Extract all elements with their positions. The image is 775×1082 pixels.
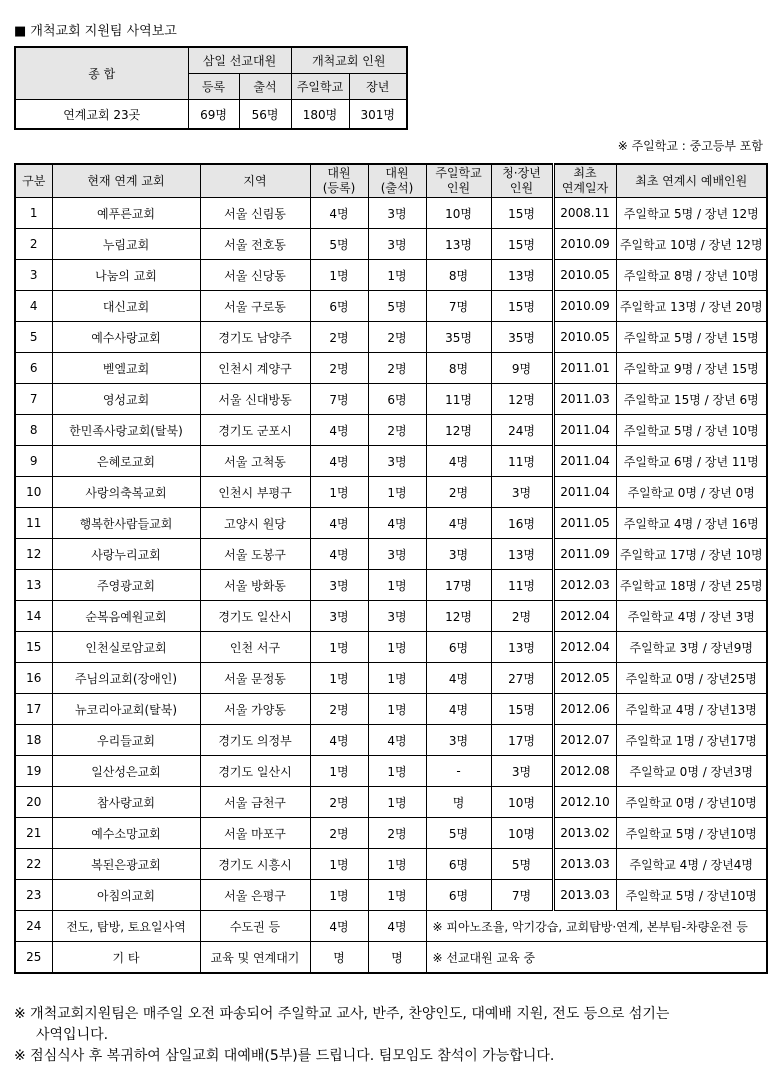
cell-date: 2011.05 bbox=[553, 508, 616, 539]
cell-reg: 4명 bbox=[310, 508, 368, 539]
cell-no: 21 bbox=[15, 818, 52, 849]
cell-att: 4명 bbox=[368, 911, 426, 942]
cell-reg: 1명 bbox=[310, 663, 368, 694]
cell-att: 1명 bbox=[368, 663, 426, 694]
cell-first: 주일학교 3명 / 장년9명 bbox=[616, 632, 767, 663]
cell-sunday: 17명 bbox=[426, 570, 491, 601]
cell-date: 2011.03 bbox=[553, 384, 616, 415]
col-header-first: 최초 연계시 예배인원 bbox=[616, 164, 767, 198]
cell-att: 1명 bbox=[368, 570, 426, 601]
cell-att: 3명 bbox=[368, 539, 426, 570]
cell-first: 주일학교 5명 / 장년10명 bbox=[616, 880, 767, 911]
cell-adult: 7명 bbox=[491, 880, 553, 911]
table-row bbox=[15, 787, 767, 818]
cell-region: 인천시 계양구 bbox=[200, 353, 310, 384]
cell-date: 2010.05 bbox=[553, 260, 616, 291]
cell-sunday: 6명 bbox=[426, 632, 491, 663]
footer-note-2: ※ 점심식사 후 복귀하여 삼일교회 대예배(5부)를 드립니다. 팀모임도 참석이 가능합니다. bbox=[14, 1048, 555, 1064]
col-header-no: 구분 bbox=[15, 164, 52, 198]
table-row bbox=[15, 756, 767, 787]
cell-date: 2012.05 bbox=[553, 663, 616, 694]
table-row bbox=[15, 508, 767, 539]
summary-adult-header: 장년 bbox=[349, 74, 407, 100]
cell-sunday: 3명 bbox=[426, 725, 491, 756]
table-row-other bbox=[15, 942, 767, 974]
cell-att: 1명 bbox=[368, 260, 426, 291]
cell-region: 경기도 남양주 bbox=[200, 322, 310, 353]
summary-row-label: 연계교회 23곳 bbox=[15, 100, 188, 130]
footer-note-1-cont: 사역입니다. bbox=[36, 1027, 109, 1043]
cell-date: 2011.04 bbox=[553, 477, 616, 508]
cell-att: 1명 bbox=[368, 880, 426, 911]
summary-mission-header: 삼일 선교대원 bbox=[188, 47, 291, 74]
cell-first: 주일학교 6명 / 장년 11명 bbox=[616, 446, 767, 477]
cell-att: 2명 bbox=[368, 322, 426, 353]
cell-reg: 4명 bbox=[310, 911, 368, 942]
cell-first: 주일학교 4명 / 장년4명 bbox=[616, 849, 767, 880]
cell-reg: 1명 bbox=[310, 477, 368, 508]
cell-date: 2012.03 bbox=[553, 570, 616, 601]
cell-region: 서울 금천구 bbox=[200, 787, 310, 818]
cell-church: 한민족사랑교회(탈북) bbox=[52, 415, 200, 446]
cell-no: 9 bbox=[15, 446, 52, 477]
cell-no: 11 bbox=[15, 508, 52, 539]
summary-reg-value: 69명 bbox=[188, 100, 239, 130]
cell-adult: 16명 bbox=[491, 508, 553, 539]
table-row bbox=[15, 322, 767, 353]
cell-reg: 1명 bbox=[310, 260, 368, 291]
table-row-special bbox=[15, 911, 767, 942]
cell-church: 우리들교회 bbox=[52, 725, 200, 756]
cell-date: 2011.04 bbox=[553, 415, 616, 446]
cell-reg: 2명 bbox=[310, 322, 368, 353]
cell-no: 2 bbox=[15, 229, 52, 260]
cell-reg: 1명 bbox=[310, 756, 368, 787]
cell-sunday: - bbox=[426, 756, 491, 787]
cell-region: 경기도 의정부 bbox=[200, 725, 310, 756]
summary-adult-value: 301명 bbox=[349, 100, 407, 130]
col-header-adult: 청·장년 인원 bbox=[491, 164, 553, 198]
cell-no: 18 bbox=[15, 725, 52, 756]
cell-adult: 15명 bbox=[491, 198, 553, 229]
cell-region: 서울 신대방동 bbox=[200, 384, 310, 415]
cell-first: 주일학교 0명 / 장년10명 bbox=[616, 787, 767, 818]
cell-first: 주일학교 8명 / 장년 10명 bbox=[616, 260, 767, 291]
cell-region: 인천시 부평구 bbox=[200, 477, 310, 508]
table-row bbox=[15, 446, 767, 477]
cell-first: 주일학교 1명 / 장년17명 bbox=[616, 725, 767, 756]
cell-sunday: 4명 bbox=[426, 446, 491, 477]
table-row bbox=[15, 229, 767, 260]
cell-reg: 2명 bbox=[310, 818, 368, 849]
cell-adult: 3명 bbox=[491, 477, 553, 508]
cell-no: 3 bbox=[15, 260, 52, 291]
cell-region: 서울 가양동 bbox=[200, 694, 310, 725]
cell-reg: 2명 bbox=[310, 787, 368, 818]
cell-sunday: 12명 bbox=[426, 415, 491, 446]
cell-date: 2012.04 bbox=[553, 601, 616, 632]
cell-church: 사랑의축복교회 bbox=[52, 477, 200, 508]
cell-adult: 13명 bbox=[491, 260, 553, 291]
cell-region: 서울 고척동 bbox=[200, 446, 310, 477]
cell-adult: 17명 bbox=[491, 725, 553, 756]
cell-sunday: 3명 bbox=[426, 539, 491, 570]
cell-att: 5명 bbox=[368, 291, 426, 322]
cell-reg: 2명 bbox=[310, 694, 368, 725]
table-row bbox=[15, 353, 767, 384]
cell-region: 서울 마포구 bbox=[200, 818, 310, 849]
table-row bbox=[15, 601, 767, 632]
cell-adult: 3명 bbox=[491, 756, 553, 787]
cell-region: 경기도 일산시 bbox=[200, 601, 310, 632]
cell-no: 15 bbox=[15, 632, 52, 663]
cell-reg: 4명 bbox=[310, 415, 368, 446]
cell-first: 주일학교 10명 / 장년 12명 bbox=[616, 229, 767, 260]
col-header-reg: 대원 (등록) bbox=[310, 164, 368, 198]
cell-region: 서울 방화동 bbox=[200, 570, 310, 601]
cell-church: 사랑누리교회 bbox=[52, 539, 200, 570]
cell-first: 주일학교 15명 / 장년 6명 bbox=[616, 384, 767, 415]
cell-adult: 10명 bbox=[491, 818, 553, 849]
cell-church: 순복음예원교회 bbox=[52, 601, 200, 632]
cell-church: 행복한사람들교회 bbox=[52, 508, 200, 539]
cell-sunday: 4명 bbox=[426, 663, 491, 694]
cell-sunday: 13명 bbox=[426, 229, 491, 260]
cell-region: 서울 문정동 bbox=[200, 663, 310, 694]
cell-region: 서울 은평구 bbox=[200, 880, 310, 911]
cell-att: 3명 bbox=[368, 229, 426, 260]
cell-first: 주일학교 5명 / 장년 15명 bbox=[616, 322, 767, 353]
cell-date: 2008.11 bbox=[553, 198, 616, 229]
table-row bbox=[15, 663, 767, 694]
cell-first: 주일학교 5명 / 장년 10명 bbox=[616, 415, 767, 446]
cell-att: 2명 bbox=[368, 415, 426, 446]
cell-church: 복된은광교회 bbox=[52, 849, 200, 880]
cell-date: 2013.03 bbox=[553, 880, 616, 911]
cell-att: 1명 bbox=[368, 694, 426, 725]
cell-sunday: 6명 bbox=[426, 880, 491, 911]
cell-region: 경기도 일산시 bbox=[200, 756, 310, 787]
cell-date: 2012.08 bbox=[553, 756, 616, 787]
cell-date: 2012.04 bbox=[553, 632, 616, 663]
cell-no: 5 bbox=[15, 322, 52, 353]
cell-adult: 15명 bbox=[491, 694, 553, 725]
cell-att: 4명 bbox=[368, 725, 426, 756]
cell-att: 1명 bbox=[368, 756, 426, 787]
cell-note: ※ 피아노조율, 악기강습, 교회탐방·연계, 본부팀-차량운전 등 bbox=[426, 911, 767, 942]
cell-church: 나눔의 교회 bbox=[52, 260, 200, 291]
sunday-school-note: ※ 주일학교 : 중고등부 포함 bbox=[617, 139, 763, 153]
cell-adult: 15명 bbox=[491, 229, 553, 260]
cell-adult: 9명 bbox=[491, 353, 553, 384]
cell-no: 14 bbox=[15, 601, 52, 632]
cell-church: 전도, 탐방, 토요일사역 bbox=[52, 911, 200, 942]
cell-church: 일산성은교회 bbox=[52, 756, 200, 787]
cell-att: 3명 bbox=[368, 446, 426, 477]
cell-att: 2명 bbox=[368, 818, 426, 849]
cell-att: 3명 bbox=[368, 198, 426, 229]
cell-date: 2012.10 bbox=[553, 787, 616, 818]
cell-date: 2011.04 bbox=[553, 446, 616, 477]
cell-no: 23 bbox=[15, 880, 52, 911]
cell-att: 1명 bbox=[368, 787, 426, 818]
table-row bbox=[15, 539, 767, 570]
cell-no: 16 bbox=[15, 663, 52, 694]
cell-att: 6명 bbox=[368, 384, 426, 415]
cell-church: 벧엘교회 bbox=[52, 353, 200, 384]
cell-no: 13 bbox=[15, 570, 52, 601]
cell-reg: 3명 bbox=[310, 601, 368, 632]
cell-date: 2011.01 bbox=[553, 353, 616, 384]
cell-first: 주일학교 5명 / 장년10명 bbox=[616, 818, 767, 849]
cell-church: 뉴코리아교회(탈북) bbox=[52, 694, 200, 725]
cell-att: 3명 bbox=[368, 601, 426, 632]
table-row bbox=[15, 291, 767, 322]
cell-no: 1 bbox=[15, 198, 52, 229]
cell-church: 대신교회 bbox=[52, 291, 200, 322]
cell-att: 1명 bbox=[368, 849, 426, 880]
cell-no: 10 bbox=[15, 477, 52, 508]
cell-sunday: 4명 bbox=[426, 508, 491, 539]
cell-reg: 4명 bbox=[310, 539, 368, 570]
cell-region: 서울 구로동 bbox=[200, 291, 310, 322]
cell-date: 2012.07 bbox=[553, 725, 616, 756]
cell-church: 주님의교회(장애인) bbox=[52, 663, 200, 694]
cell-reg: 4명 bbox=[310, 198, 368, 229]
cell-sunday: 7명 bbox=[426, 291, 491, 322]
cell-region: 경기도 군포시 bbox=[200, 415, 310, 446]
cell-first: 주일학교 0명 / 장년 0명 bbox=[616, 477, 767, 508]
cell-church: 아침의교회 bbox=[52, 880, 200, 911]
footer-notes bbox=[14, 1004, 764, 1067]
cell-date: 2013.03 bbox=[553, 849, 616, 880]
cell-no: 24 bbox=[15, 911, 52, 942]
cell-no: 25 bbox=[15, 942, 52, 974]
table-row bbox=[15, 694, 767, 725]
cell-reg: 7명 bbox=[310, 384, 368, 415]
cell-sunday: 명 bbox=[426, 787, 491, 818]
cell-reg: 4명 bbox=[310, 725, 368, 756]
table-row bbox=[15, 818, 767, 849]
church-table bbox=[14, 163, 768, 974]
cell-adult: 13명 bbox=[491, 632, 553, 663]
table-row bbox=[15, 632, 767, 663]
cell-church: 예수소망교회 bbox=[52, 818, 200, 849]
cell-church: 누림교회 bbox=[52, 229, 200, 260]
cell-adult: 35명 bbox=[491, 322, 553, 353]
cell-no: 4 bbox=[15, 291, 52, 322]
cell-no: 8 bbox=[15, 415, 52, 446]
cell-adult: 2명 bbox=[491, 601, 553, 632]
col-header-church: 현재 연계 교회 bbox=[52, 164, 200, 198]
cell-adult: 11명 bbox=[491, 446, 553, 477]
col-header-sunday: 주일학교 인원 bbox=[426, 164, 491, 198]
cell-church: 인천실로암교회 bbox=[52, 632, 200, 663]
cell-no: 19 bbox=[15, 756, 52, 787]
cell-sunday: 10명 bbox=[426, 198, 491, 229]
cell-adult: 24명 bbox=[491, 415, 553, 446]
cell-no: 17 bbox=[15, 694, 52, 725]
cell-no: 12 bbox=[15, 539, 52, 570]
cell-date: 2011.09 bbox=[553, 539, 616, 570]
cell-date: 2010.09 bbox=[553, 291, 616, 322]
cell-reg: 3명 bbox=[310, 570, 368, 601]
cell-first: 주일학교 9명 / 장년 15명 bbox=[616, 353, 767, 384]
summary-total-header: 종 합 bbox=[15, 47, 188, 100]
col-header-date: 최초 연계일자 bbox=[553, 164, 616, 198]
cell-church: 참사랑교회 bbox=[52, 787, 200, 818]
cell-sunday: 4명 bbox=[426, 694, 491, 725]
cell-att: 명 bbox=[368, 942, 426, 974]
cell-reg: 4명 bbox=[310, 446, 368, 477]
cell-region: 서울 신당동 bbox=[200, 260, 310, 291]
table-row bbox=[15, 260, 767, 291]
col-header-region: 지역 bbox=[200, 164, 310, 198]
report-title: ■ 개척교회 지원팀 사역보고 bbox=[14, 24, 177, 39]
cell-first: 주일학교 4명 / 장년 3명 bbox=[616, 601, 767, 632]
cell-no: 6 bbox=[15, 353, 52, 384]
cell-first: 주일학교 13명 / 장년 20명 bbox=[616, 291, 767, 322]
cell-date: 2010.05 bbox=[553, 322, 616, 353]
col-header-att: 대원 (출석) bbox=[368, 164, 426, 198]
cell-sunday: 8명 bbox=[426, 353, 491, 384]
summary-reg-header: 등록 bbox=[188, 74, 239, 100]
table-row bbox=[15, 849, 767, 880]
table-row bbox=[15, 880, 767, 911]
cell-church: 기 타 bbox=[52, 942, 200, 974]
cell-region: 교육 및 연계대기 bbox=[200, 942, 310, 974]
cell-reg: 6명 bbox=[310, 291, 368, 322]
cell-date: 2012.06 bbox=[553, 694, 616, 725]
cell-sunday: 5명 bbox=[426, 818, 491, 849]
table-row bbox=[15, 725, 767, 756]
cell-reg: 5명 bbox=[310, 229, 368, 260]
cell-sunday: 8명 bbox=[426, 260, 491, 291]
cell-first: 주일학교 17명 / 장년 10명 bbox=[616, 539, 767, 570]
cell-first: 주일학교 5명 / 장년 12명 bbox=[616, 198, 767, 229]
cell-region: 경기도 시흥시 bbox=[200, 849, 310, 880]
cell-reg: 1명 bbox=[310, 849, 368, 880]
cell-church: 은혜로교회 bbox=[52, 446, 200, 477]
cell-adult: 15명 bbox=[491, 291, 553, 322]
cell-region: 고양시 원당 bbox=[200, 508, 310, 539]
summary-att-value: 56명 bbox=[239, 100, 291, 130]
cell-no: 7 bbox=[15, 384, 52, 415]
cell-reg: 1명 bbox=[310, 632, 368, 663]
cell-sunday: 12명 bbox=[426, 601, 491, 632]
cell-att: 4명 bbox=[368, 508, 426, 539]
cell-region: 수도권 등 bbox=[200, 911, 310, 942]
cell-adult: 13명 bbox=[491, 539, 553, 570]
cell-adult: 27명 bbox=[491, 663, 553, 694]
cell-adult: 5명 bbox=[491, 849, 553, 880]
cell-reg: 명 bbox=[310, 942, 368, 974]
table-row bbox=[15, 198, 767, 229]
cell-att: 2명 bbox=[368, 353, 426, 384]
summary-church-header: 개척교회 인원 bbox=[291, 47, 407, 74]
cell-region: 서울 전호동 bbox=[200, 229, 310, 260]
table-row bbox=[15, 477, 767, 508]
cell-sunday: 6명 bbox=[426, 849, 491, 880]
summary-table bbox=[14, 46, 408, 130]
table-row bbox=[15, 415, 767, 446]
cell-adult: 11명 bbox=[491, 570, 553, 601]
cell-church: 예수사랑교회 bbox=[52, 322, 200, 353]
cell-first: 주일학교 4명 / 장년 16명 bbox=[616, 508, 767, 539]
cell-adult: 10명 bbox=[491, 787, 553, 818]
summary-sunday-header: 주일학교 bbox=[291, 74, 349, 100]
cell-region: 서울 신림동 bbox=[200, 198, 310, 229]
cell-date: 2010.09 bbox=[553, 229, 616, 260]
cell-first: 주일학교 4명 / 장년13명 bbox=[616, 694, 767, 725]
cell-sunday: 35명 bbox=[426, 322, 491, 353]
cell-sunday: 2명 bbox=[426, 477, 491, 508]
cell-note: ※ 선교대원 교육 중 bbox=[426, 942, 767, 974]
cell-att: 1명 bbox=[368, 477, 426, 508]
cell-church: 영성교회 bbox=[52, 384, 200, 415]
cell-church: 주영광교회 bbox=[52, 570, 200, 601]
summary-att-header: 출석 bbox=[239, 74, 291, 100]
footer-note-1: ※ 개척교회지원팀은 매주일 오전 파송되어 주일학교 교사, 반주, 찬양인도, 대예배 지원, 전도 등으로 섬기는 bbox=[14, 1006, 670, 1022]
cell-adult: 12명 bbox=[491, 384, 553, 415]
cell-no: 22 bbox=[15, 849, 52, 880]
cell-date: 2013.02 bbox=[553, 818, 616, 849]
summary-sunday-value: 180명 bbox=[291, 100, 349, 130]
cell-reg: 2명 bbox=[310, 353, 368, 384]
table-row bbox=[15, 384, 767, 415]
cell-reg: 1명 bbox=[310, 880, 368, 911]
cell-first: 주일학교 0명 / 장년3명 bbox=[616, 756, 767, 787]
cell-church: 예푸른교회 bbox=[52, 198, 200, 229]
cell-att: 1명 bbox=[368, 632, 426, 663]
cell-no: 20 bbox=[15, 787, 52, 818]
table-row bbox=[15, 570, 767, 601]
cell-region: 서울 도봉구 bbox=[200, 539, 310, 570]
cell-first: 주일학교 18명 / 장년 25명 bbox=[616, 570, 767, 601]
cell-region: 인천 서구 bbox=[200, 632, 310, 663]
cell-first: 주일학교 0명 / 장년25명 bbox=[616, 663, 767, 694]
cell-sunday: 11명 bbox=[426, 384, 491, 415]
